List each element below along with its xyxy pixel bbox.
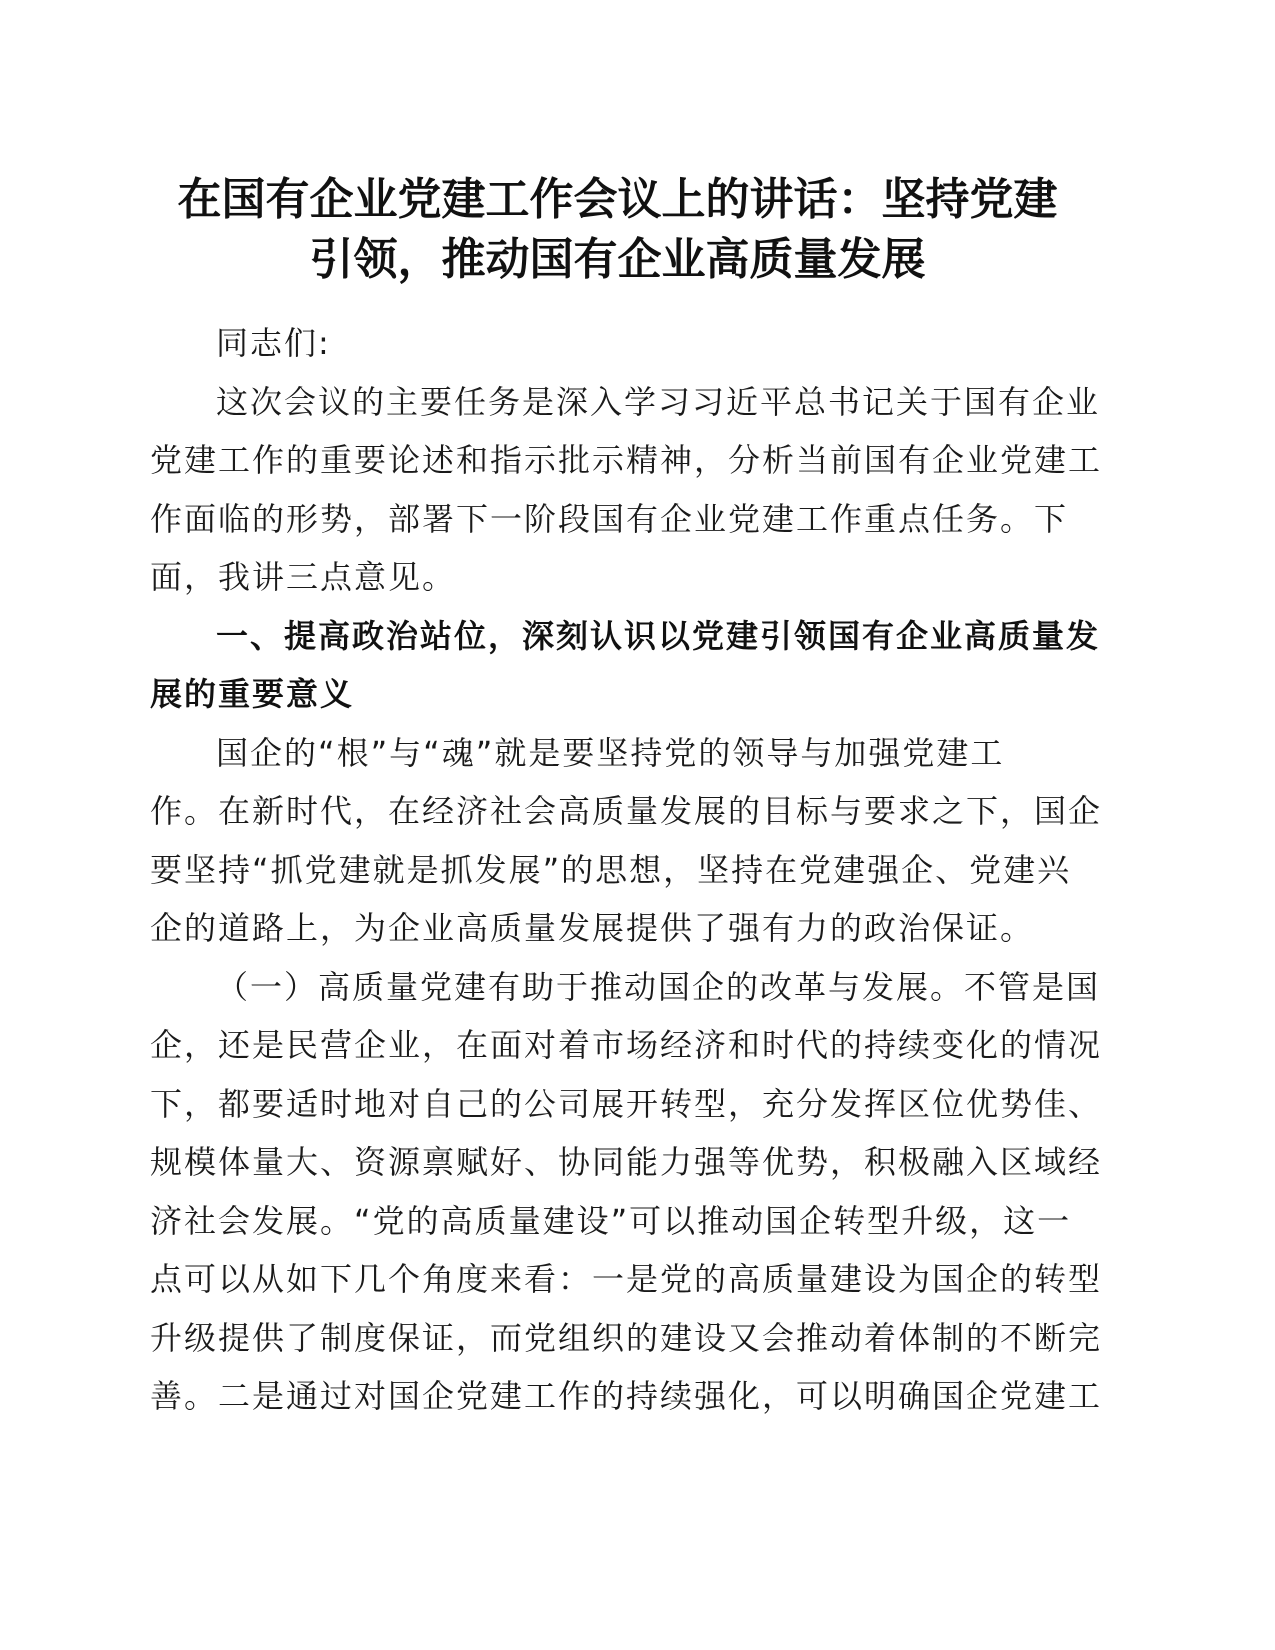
intro-line: 面，我讲三点意见。 — [150, 558, 457, 596]
intro-line: 这次会议的主要任务是深入学习习近平总书记关于国有企业 — [216, 382, 1101, 421]
subsection-1-line: 济社会发展。“党的高质量建设”可以推动国企转型升级，这一 — [150, 1201, 1072, 1240]
subsection-1-line: 升级提供了制度保证，而党组织的建设又会推动着体制的不断完 — [150, 1318, 1103, 1357]
subsection-1-paragraph — [150, 958, 1103, 1426]
section-1-heading-line: 展的重要意义 — [150, 675, 355, 713]
section-1-line: 企的道路上，为企业高质量发展提供了强有力的政治保证。 — [150, 909, 1035, 947]
section-1-heading — [150, 607, 1101, 724]
section-1-paragraph — [150, 724, 1103, 958]
subsection-1-line: （一）高质量党建有助于推动国企的改革与发展。不管是国 — [216, 967, 1101, 1006]
intro-paragraph — [150, 373, 1103, 607]
subsection-1-line: 规模体量大、资源禀赋好、协同能力强等优势，积极融入区域经 — [150, 1143, 1103, 1181]
subsection-1-line: 点可以从如下几个角度来看：一是党的高质量建设为国企的转型 — [150, 1260, 1103, 1298]
section-1-heading-line: 一、提高政治站位，深刻认识以党建引领国有企业高质量发 — [216, 616, 1101, 655]
subsection-1-line: 善。二是通过对国企党建工作的持续强化，可以明确国企党建工 — [150, 1377, 1103, 1415]
title-line-2: 引领，推动国有企业高质量发展 — [309, 234, 926, 285]
section-1-line: 作。在新时代，在经济社会高质量发展的目标与要求之下，国企 — [150, 792, 1103, 830]
intro-line: 作面临的形势，部署下一阶段国有企业党建工作重点任务。下 — [150, 499, 1069, 538]
subsection-1-line: 企，还是民营企业，在面对着市场经济和时代的持续变化的情况 — [150, 1026, 1103, 1064]
section-1-line: 要坚持“抓党建就是抓发展”的思想，坚持在党建强企、党建兴 — [150, 850, 1072, 889]
salutation: 同志们: — [216, 324, 331, 362]
document-body — [150, 314, 1103, 1426]
subsection-1-line: 下，都要适时地对自己的公司展开转型，充分发挥区位优势佳、 — [150, 1084, 1103, 1123]
title-line-1: 在国有企业党建工作会议上的讲话：坚持党建 — [177, 174, 1058, 225]
section-1-line: 国企的“根”与“魂”就是要坚持党的领导与加强党建工 — [216, 733, 1005, 772]
document-title — [150, 170, 1085, 290]
intro-line: 党建工作的重要论述和指示批示精神，分析当前国有企业党建工 — [150, 441, 1103, 479]
